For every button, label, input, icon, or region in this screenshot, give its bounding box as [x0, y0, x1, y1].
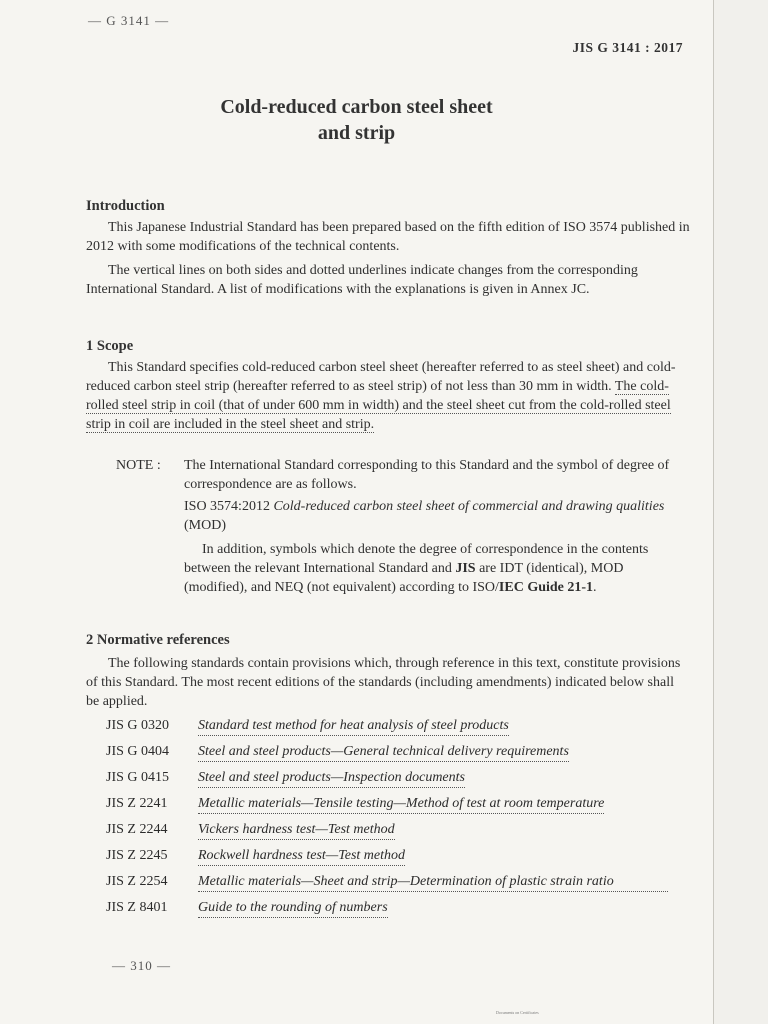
reference-code: JIS Z 2254: [106, 874, 168, 889]
reference-item: [106, 716, 690, 736]
introduction-paragraph-1: This Japanese Industrial Standard has been prepared based on the fifth edition of ISO 3574 published in 2012 with some modifications of the technical contents.: [86, 220, 690, 254]
sub-code-header: — G 3141 —: [88, 13, 170, 28]
title-line-1: Cold-reduced carbon steel sheet: [220, 96, 493, 118]
normative-references-intro: The following standards contain provisions which, through reference in this text, constitute provisions of this Standard. The most recent editions of the standards (including amendments) indicated below shall be applied.: [86, 656, 681, 709]
reference-title: Rockwell hardness test—Test method: [198, 846, 405, 866]
page-title: [0, 94, 713, 146]
reference-item: [106, 872, 690, 892]
note-p2-end: .: [593, 580, 597, 595]
note-p2-text-b: are IDT (identical), MOD (modified), and NEQ (not equivalent) according to ISO/: [184, 561, 624, 595]
reference-code: JIS Z 2244: [106, 822, 168, 837]
iso-reference-tag: (MOD): [184, 518, 226, 533]
normative-references-heading: 2 Normative references: [86, 632, 230, 648]
footer-stamp: Documents on Certificates: [496, 1010, 539, 1015]
reference-code: JIS Z 8401: [106, 900, 168, 915]
note-p2-guide: IEC Guide 21-1: [498, 580, 594, 595]
note-label: NOTE :: [116, 458, 161, 473]
scope-paragraph: [86, 358, 690, 434]
reference-code: JIS G 0404: [106, 744, 170, 759]
scope-text-modified: The cold-rolled steel strip in coil (that of under 600 mm in width) and the steel sheet cut from the cold-rolled steel strip in coil are included in the steel sheet and strip.: [86, 379, 671, 432]
reference-item: [106, 794, 690, 814]
scope-text-part-1: This Standard specifies cold-reduced carbon steel sheet (hereafter referred to as steel sheet) and cold-reduced carbon steel strip (hereafter referred to as steel strip) of not less than 30 mm in width.: [86, 360, 676, 394]
title-line-2: and strip: [317, 122, 396, 144]
reference-item: [106, 820, 690, 840]
reference-code: JIS G 0415: [106, 770, 170, 785]
reference-list: [106, 716, 690, 918]
note-text: The International Standard corresponding to this Standard and the symbol of degree of correspondence are as follows.: [184, 458, 670, 492]
reference-title: Guide to the rounding of numbers: [198, 898, 388, 918]
reference-title: Steel and steel products—Inspection documents: [198, 768, 465, 788]
iso-reference-code: ISO 3574:2012: [184, 499, 270, 514]
reference-title: Metallic materials—Sheet and strip—Determination of plastic strain ratio: [198, 872, 668, 892]
standard-id-header: JIS G 3141 : 2017: [572, 40, 683, 55]
page-number: — 310 —: [112, 958, 171, 973]
introduction-paragraph-2: The vertical lines on both sides and dotted underlines indicate changes from the corresponding International Standard. A list of modifications with the explanations is given in Annex JC.: [86, 263, 638, 297]
reference-item: [106, 742, 690, 762]
reference-code: JIS Z 2241: [106, 796, 168, 811]
reference-title: Standard test method for heat analysis of steel products: [198, 716, 509, 736]
iso-reference: [184, 497, 690, 535]
note-p2-jis: JIS: [455, 561, 476, 576]
scope-heading: 1 Scope: [86, 338, 134, 354]
reference-item: [106, 768, 690, 788]
reference-code: JIS G 0320: [106, 718, 170, 733]
reference-item: [106, 846, 690, 866]
note-paragraph-2: [184, 540, 690, 597]
reference-code: JIS Z 2245: [106, 848, 168, 863]
reference-item: [106, 898, 690, 918]
iso-reference-title: Cold-reduced carbon steel sheet of commercial and drawing qualities: [273, 499, 665, 514]
reference-title: Vickers hardness test—Test method: [198, 820, 395, 840]
reference-title: Steel and steel products—General technical delivery requirements: [198, 742, 569, 762]
note-p2-text-a: In addition, symbols which denote the degree of correspondence in the contents between the relevant International Standard and: [184, 542, 649, 576]
reference-title: Metallic materials—Tensile testing—Method of test at room temperature: [198, 794, 604, 814]
introduction-heading: Introduction: [86, 198, 165, 214]
